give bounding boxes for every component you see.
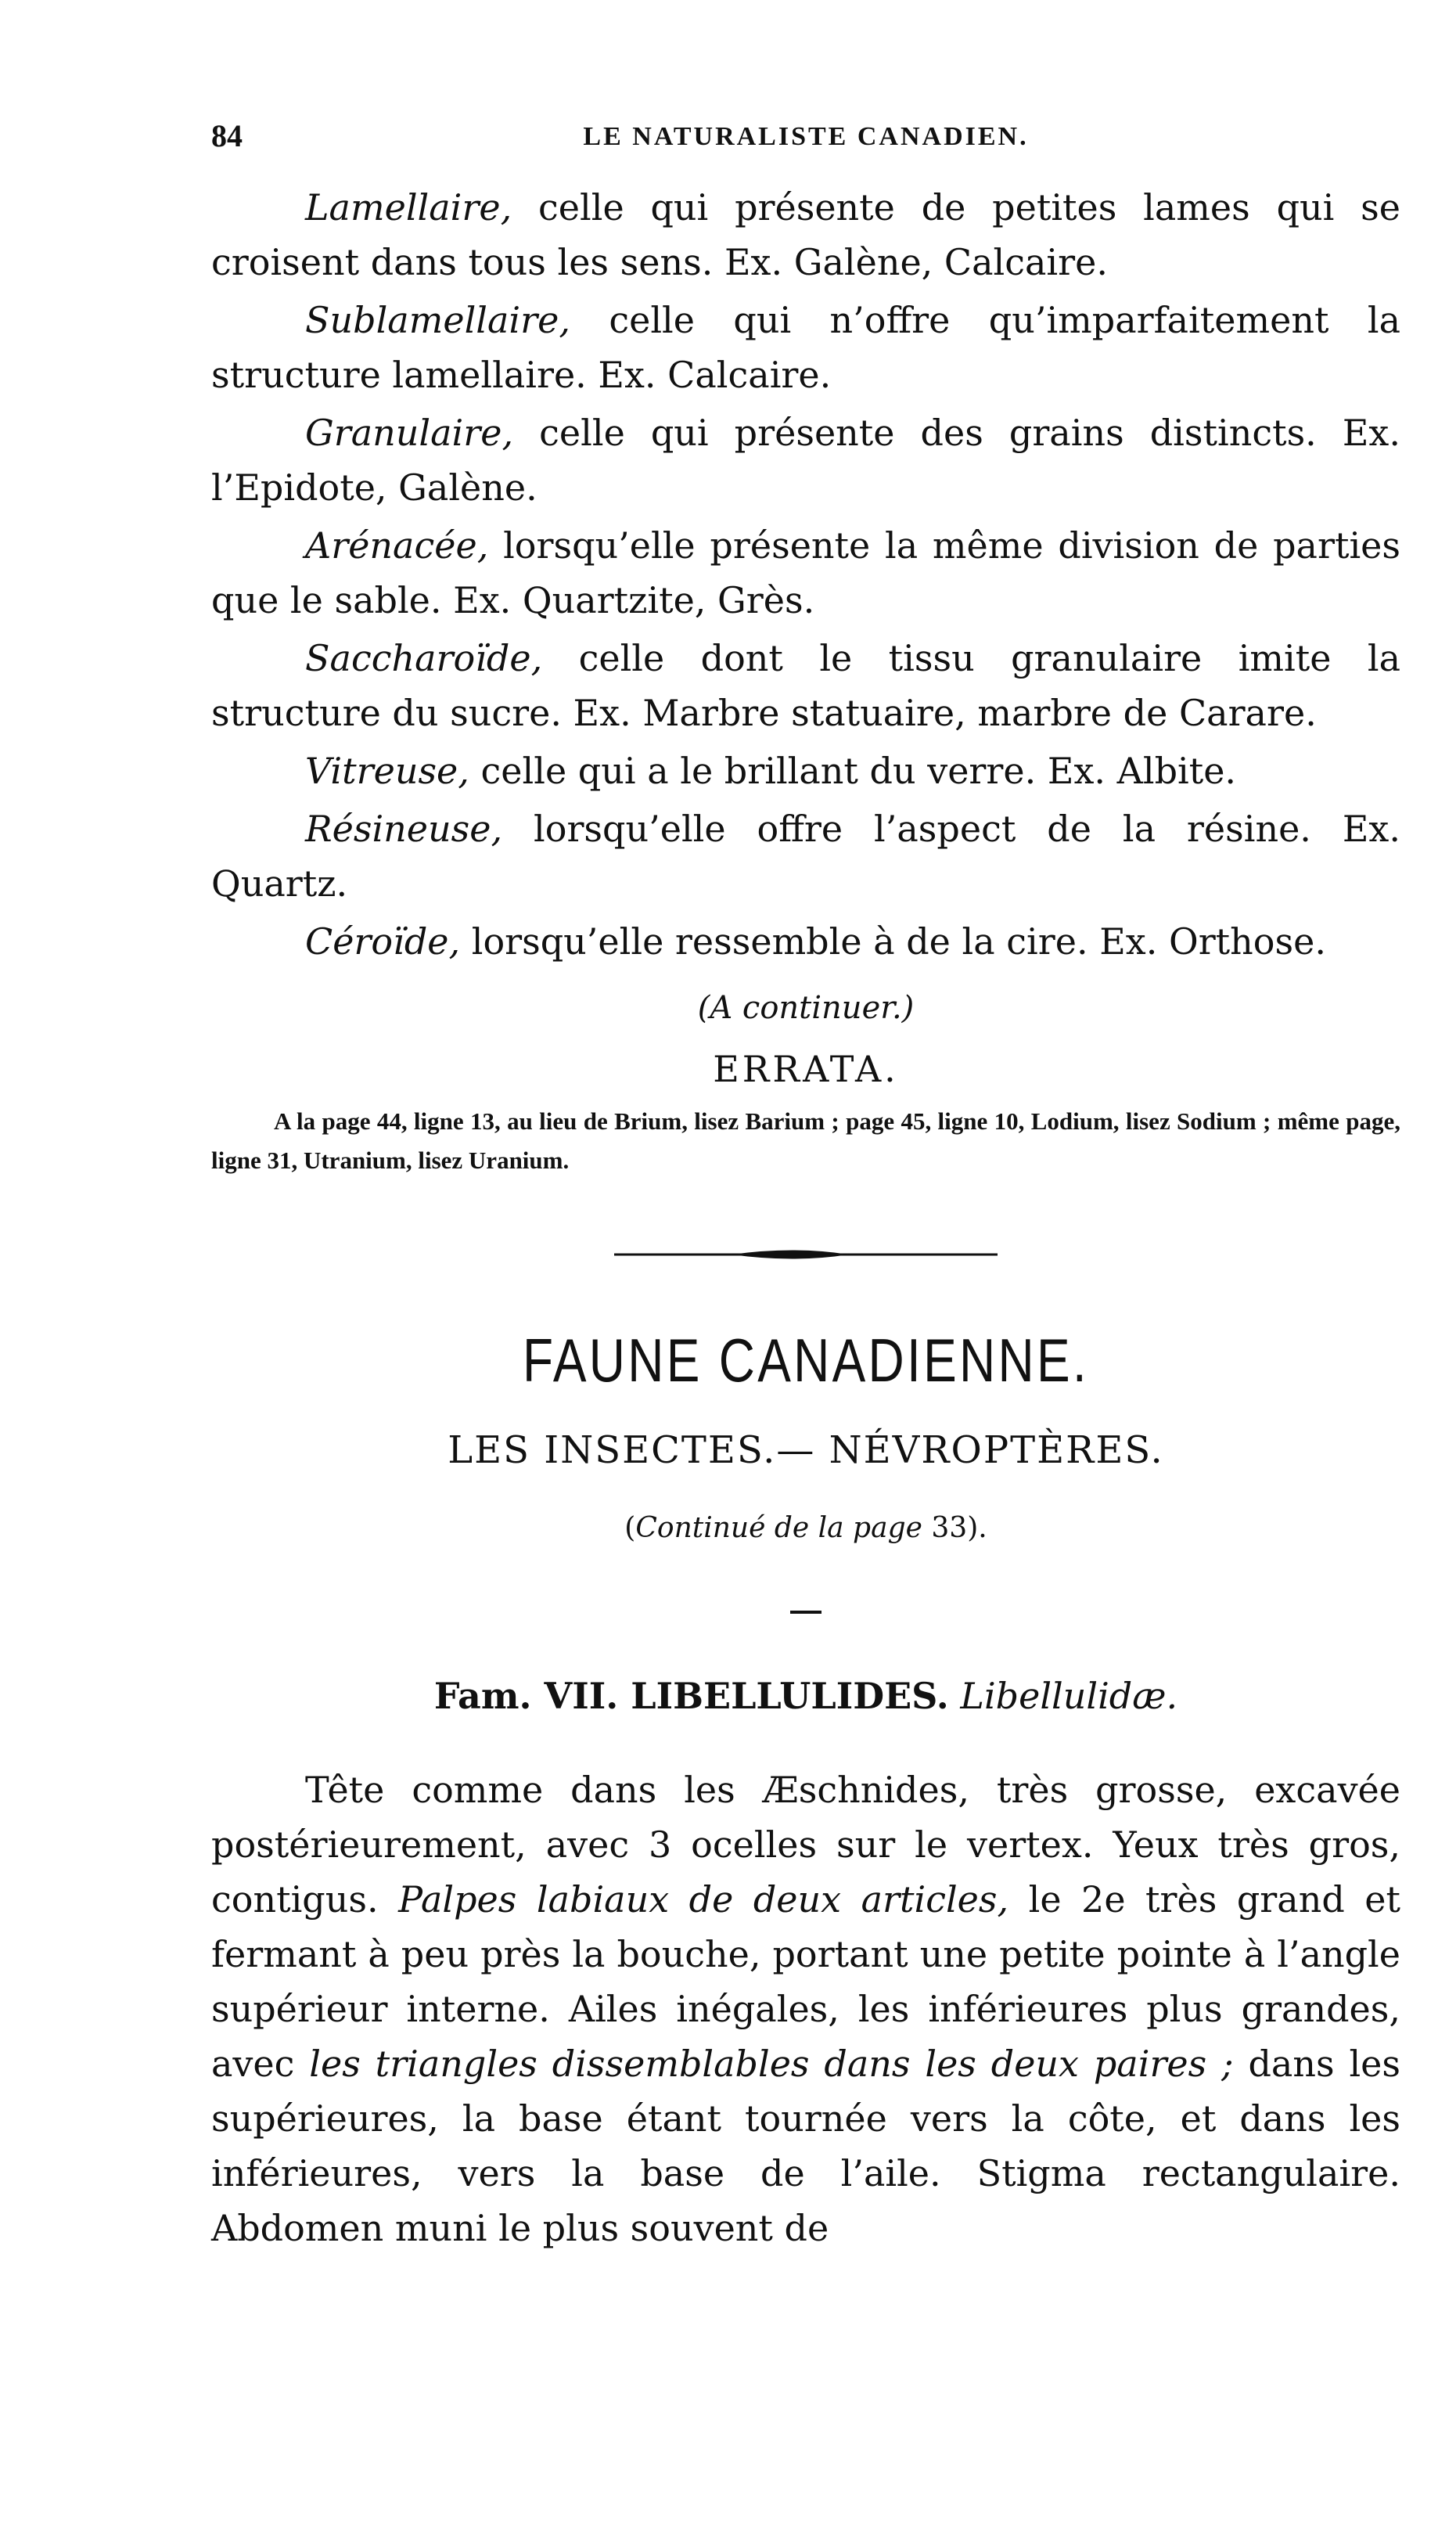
- body-text-part: dans les supérieures, la base étant tournée vers la côte, et dans les inférieures, vers la base de l’aile. Stigma rectangulaire. Abdomen muni le plus souvent de: [211, 2043, 1400, 2249]
- entry-term: Granulaire,: [305, 412, 514, 454]
- entry-lamellaire: [211, 180, 1400, 290]
- entry-vitreuse: [211, 743, 1400, 798]
- entry-text: celle qui présente des grains distincts. Ex. l’Epidote, Galène.: [211, 412, 1400, 509]
- entry-term: Saccharoïde,: [305, 637, 543, 679]
- errata-title: ERRATA.: [713, 1048, 899, 1090]
- entry-term: Vitreuse,: [305, 750, 469, 792]
- family-name: Fam. VII. LIBELLULIDES.: [433, 1675, 949, 1717]
- running-head: [211, 117, 1400, 172]
- entry-term: Résineuse,: [305, 808, 503, 850]
- entry-text: lorsqu’elle offre l’aspect de la résine. Ex. Quartz.: [211, 808, 1400, 905]
- journal-title: LE NATURALISTE CANADIEN.: [583, 122, 1029, 151]
- section-title: FAUNE CANADIENNE.: [523, 1326, 1089, 1395]
- entry-term: Sublamellaire,: [305, 299, 570, 341]
- ornamental-rule: [614, 1243, 998, 1266]
- body-text-part: Tête comme dans les Æschnides, très grosse, excavée postérieurement, avec 3 ocelles sur le vertex. Yeux très gros, contigus.: [211, 1769, 1400, 1921]
- family-heading: [211, 1669, 1400, 1723]
- entry-text: celle qui n’offre qu’imparfaitement la structure lamellaire. Ex. Calcaire.: [211, 299, 1400, 396]
- short-rule: [790, 1611, 821, 1614]
- entry-text: lorsqu’elle présente la même division de parties que le sable. Ex. Quartzite, Grès.: [211, 524, 1400, 621]
- to-be-continued-note: (A continuer.): [697, 990, 915, 1026]
- entry-text: celle qui présente de petites lames qui se croisent dans tous les sens. Ex. Galène, Calcaire.: [211, 186, 1400, 283]
- entry-text: lorsqu’elle ressemble à de la cire. Ex. Orthose.: [460, 920, 1326, 963]
- body-paragraph: [211, 1762, 1400, 2255]
- family-latin-name: Libellulidæ.: [960, 1675, 1178, 1717]
- book-page: [211, 117, 1400, 2255]
- entry-text: celle dont le tissu granulaire imite la structure du sucre. Ex. Marbre statuaire, marbre de Carare.: [211, 637, 1400, 734]
- page-number: 84: [211, 118, 243, 153]
- continued-page: 33: [931, 1512, 968, 1544]
- continued-note: (Continué de la page 33).: [624, 1512, 987, 1544]
- entry-term: Lamellaire,: [305, 186, 512, 229]
- body-italic-part: Palpes labiaux de deux articles,: [398, 1878, 1009, 1921]
- entry-text: celle qui a le brillant du verre. Ex. Albite.: [469, 750, 1237, 792]
- body-italic-part: les triangles dissemblables dans les deux paires ;: [309, 2043, 1234, 2085]
- continued-label: Continué de la page: [635, 1512, 922, 1544]
- entry-resineuse: [211, 801, 1400, 911]
- entry-sublamellaire: [211, 293, 1400, 402]
- entry-term: Arénacée,: [305, 524, 489, 567]
- body-text-part: le 2e très grand et fermant à peu près la bouche, portant une petite pointe à l’angle supérieur interne. Ailes inégales, les inférieures plus grandes, avec: [211, 1878, 1400, 2085]
- errata-text: A la page 44, ligne 13, au lieu de Brium, lisez Barium ; page 45, ligne 10, Lodium, lisez Sodium ; même page, ligne 31, Utranium, lisez Uranium.: [211, 1107, 1400, 1174]
- texture-entries: [211, 180, 1400, 969]
- entry-arenacee: [211, 518, 1400, 628]
- entry-granulaire: [211, 405, 1400, 515]
- entry-term: Céroïde,: [305, 920, 461, 963]
- entry-ceroide: [211, 914, 1400, 969]
- entry-saccharoide: [211, 631, 1400, 740]
- subsection-title: LES INSECTES.— NÉVROPTÈRES.: [448, 1428, 1164, 1472]
